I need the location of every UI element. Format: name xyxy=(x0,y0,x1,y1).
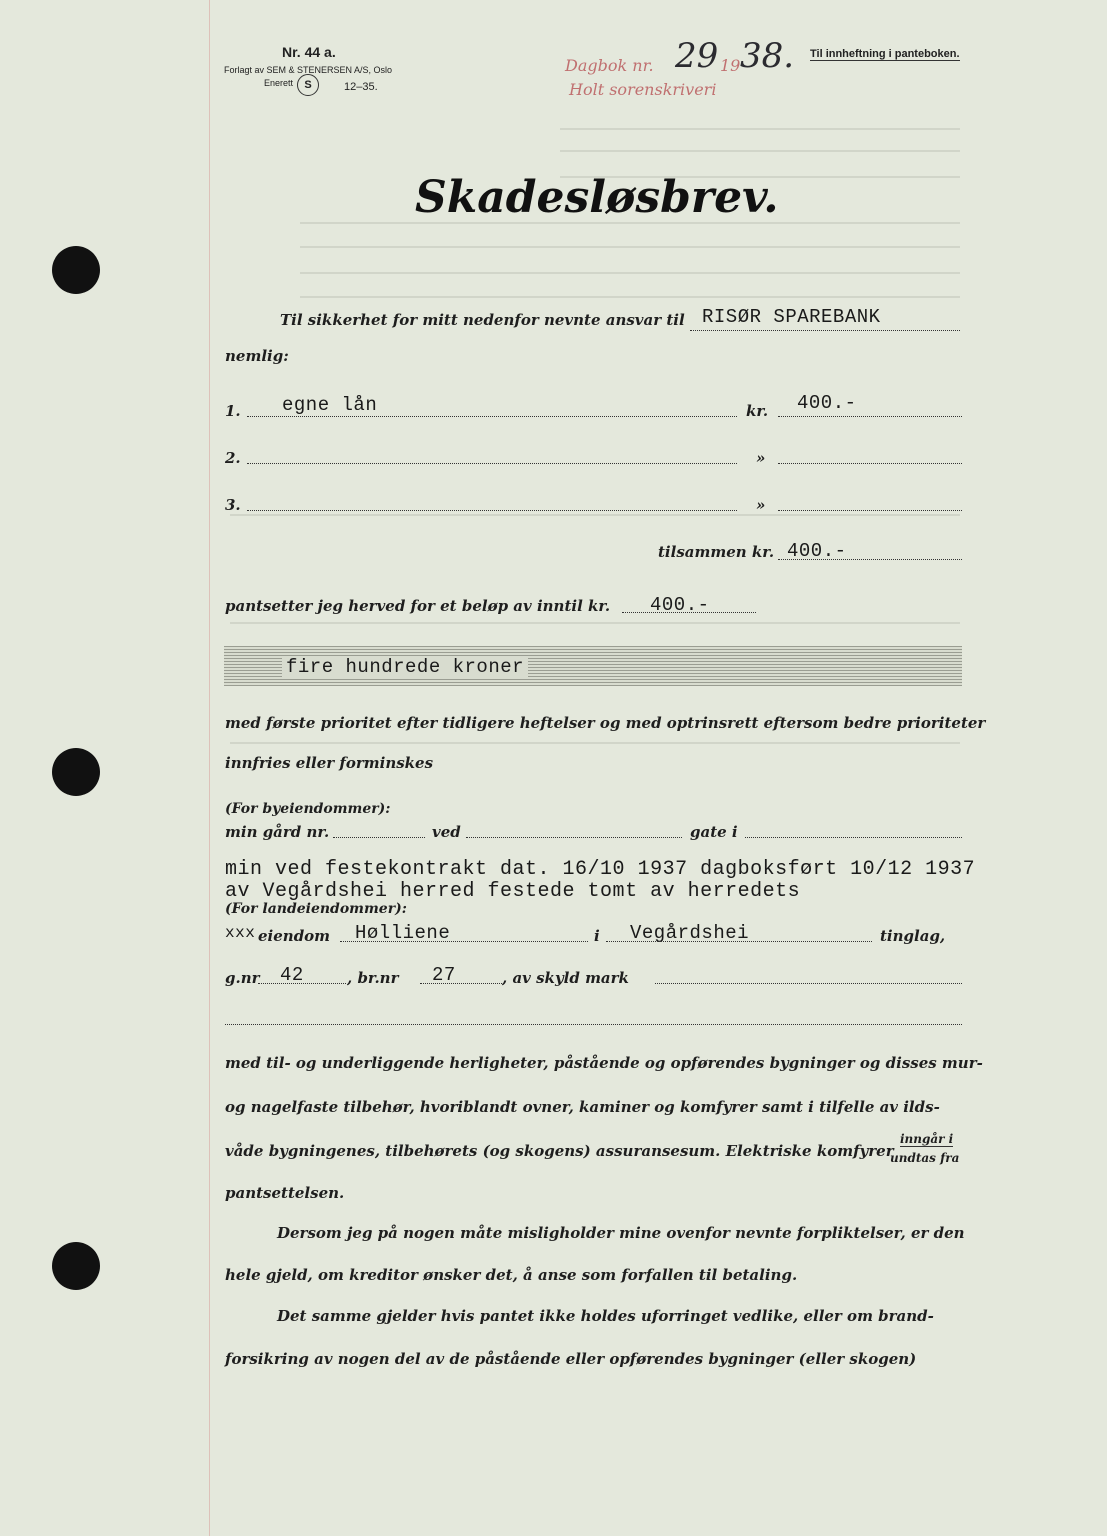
paragraph-line: Det samme gjelder hvis pantet ikke holdes uforringet vedlike, eller om brand- xyxy=(277,1307,934,1325)
item-amount-line xyxy=(778,463,962,464)
city-ved-line xyxy=(466,837,682,838)
paragraph-line: hele gjeld, om kreditor ønsker det, å anse som forfallen til betaling. xyxy=(225,1266,798,1284)
amount-words: fire hundrede kroner xyxy=(282,656,528,678)
eiendom-label: eiendom xyxy=(258,927,331,945)
item-text: egne lån xyxy=(282,394,378,416)
eiendom-value: Hølliene xyxy=(355,922,451,944)
item-amount: 400.- xyxy=(797,392,857,414)
pledge-value: 400.- xyxy=(650,594,710,616)
bleed-through xyxy=(560,128,960,130)
dagbok-label: Dagbok nr. xyxy=(565,56,654,75)
bleed-through xyxy=(560,150,960,152)
brnr-value: 27 xyxy=(432,964,456,986)
blank-line xyxy=(225,1024,962,1025)
city-gate-label: gate i xyxy=(690,823,738,841)
body-line: våde bygningenes, tilbehørets (og skogens) assuransesum. Elektriske komfyrer xyxy=(225,1142,894,1160)
margin-rule xyxy=(209,0,210,1536)
form-date: 12–35. xyxy=(344,81,378,93)
item-amount-line xyxy=(778,510,962,511)
body-line: med til- og underliggende herligheter, påstående og opførendes bygninger og disses mur- xyxy=(225,1054,983,1072)
city-ved-label: ved xyxy=(432,823,461,841)
dagbok-number: 29 xyxy=(675,36,719,76)
skyld-label: , av skyld mark xyxy=(502,969,629,987)
gnr-value: 42 xyxy=(280,964,304,986)
filing-notice: Til innheftning i panteboken. xyxy=(810,48,960,60)
bleed-through xyxy=(230,514,960,516)
festekontrakt-line-2: av Vegårdshei herred festede tomt av herredets xyxy=(225,880,801,903)
gnr-label: g.nr xyxy=(225,969,260,987)
item-currency: kr. xyxy=(746,402,769,420)
item-number: 3. xyxy=(225,496,241,514)
nemlig-label: nemlig: xyxy=(225,347,289,365)
brnr-label: , br.nr xyxy=(347,969,399,987)
creditor-label: Til sikkerhet for mitt nedenfor nevnte ansvar til xyxy=(280,311,685,329)
body-line: og nagelfaste tilbehør, hvoriblandt ovner, kaminer og komfyrer samt i tilfelle av ilds- xyxy=(225,1098,940,1116)
item-currency: » xyxy=(756,496,766,514)
komfyr-option-2: undtas fra xyxy=(890,1151,960,1165)
bleed-through xyxy=(230,742,960,744)
office-stamp: Holt sorenskriveri xyxy=(569,80,717,99)
document-title: Skadesløsbrev. xyxy=(415,172,779,223)
gnr-line xyxy=(258,983,346,984)
pledge-line xyxy=(622,612,756,613)
bleed-through xyxy=(300,246,960,248)
festekontrakt-line: min ved festekontrakt dat. 16/10 1937 dagboksført 10/12 1937 xyxy=(225,858,976,881)
item-number: 1. xyxy=(225,402,241,420)
priority-text: med første prioritet efter tidligere heftelser og med optrinsrett eftersom bedre prioriteter xyxy=(225,714,986,732)
form-number: Nr. 44 a. xyxy=(282,44,336,60)
total-value: 400.- xyxy=(787,540,847,562)
eiendom-line xyxy=(340,941,588,942)
body-line: pantsettelsen. xyxy=(225,1184,345,1202)
item-currency: » xyxy=(756,449,766,467)
item-line xyxy=(247,510,737,511)
paragraph-line: forsikring av nogen del av de påstående eller opførendes bygninger (eller skogen) xyxy=(225,1350,917,1368)
creditor-value: RISØR SPAREBANK xyxy=(702,306,881,328)
punch-hole-top xyxy=(52,246,100,294)
punch-hole-middle xyxy=(52,748,100,796)
city-gard-label: min gård nr. xyxy=(225,823,330,841)
city-gate-line xyxy=(745,837,962,838)
item-number: 2. xyxy=(225,449,241,467)
year-prefix: 19 xyxy=(720,56,741,75)
skyld-line xyxy=(655,983,962,984)
item-line xyxy=(247,463,737,464)
bleed-through xyxy=(300,272,960,274)
publisher-enerett: Enerett xyxy=(264,78,294,88)
bleed-through xyxy=(300,296,960,298)
creditor-line xyxy=(690,330,960,331)
publisher-logo: S xyxy=(297,74,319,96)
bleed-through xyxy=(230,622,960,624)
city-gard-line xyxy=(333,837,425,838)
tinglag-label: tinglag, xyxy=(880,927,946,945)
municipality-line xyxy=(606,941,872,942)
rural-heading: (For landeiendommer): xyxy=(225,901,407,917)
municipality-value: Vegårdshei xyxy=(630,922,750,944)
total-line xyxy=(778,559,962,560)
i-label: i xyxy=(594,927,600,945)
item-amount-line xyxy=(778,416,962,417)
total-label: tilsammen kr. xyxy=(658,543,775,561)
publisher-line: Forlagt av SEM & STENERSEN A/S, Oslo xyxy=(224,65,393,75)
year-suffix: 38. xyxy=(740,36,795,76)
priority-text-2: innfries eller forminskes xyxy=(225,754,434,772)
punch-hole-bottom xyxy=(52,1242,100,1290)
item-line xyxy=(247,416,737,417)
brnr-line xyxy=(420,983,502,984)
city-heading: (For byeiendommer): xyxy=(225,801,391,817)
pledge-label: pantsetter jeg herved for et beløp av inntil kr. xyxy=(225,597,611,615)
paragraph-line: Dersom jeg på nogen måte misligholder mine ovenfor nevnte forpliktelser, er den xyxy=(277,1224,965,1242)
komfyr-option: inngår i xyxy=(900,1132,954,1146)
struck-text: xxx xyxy=(225,924,256,942)
